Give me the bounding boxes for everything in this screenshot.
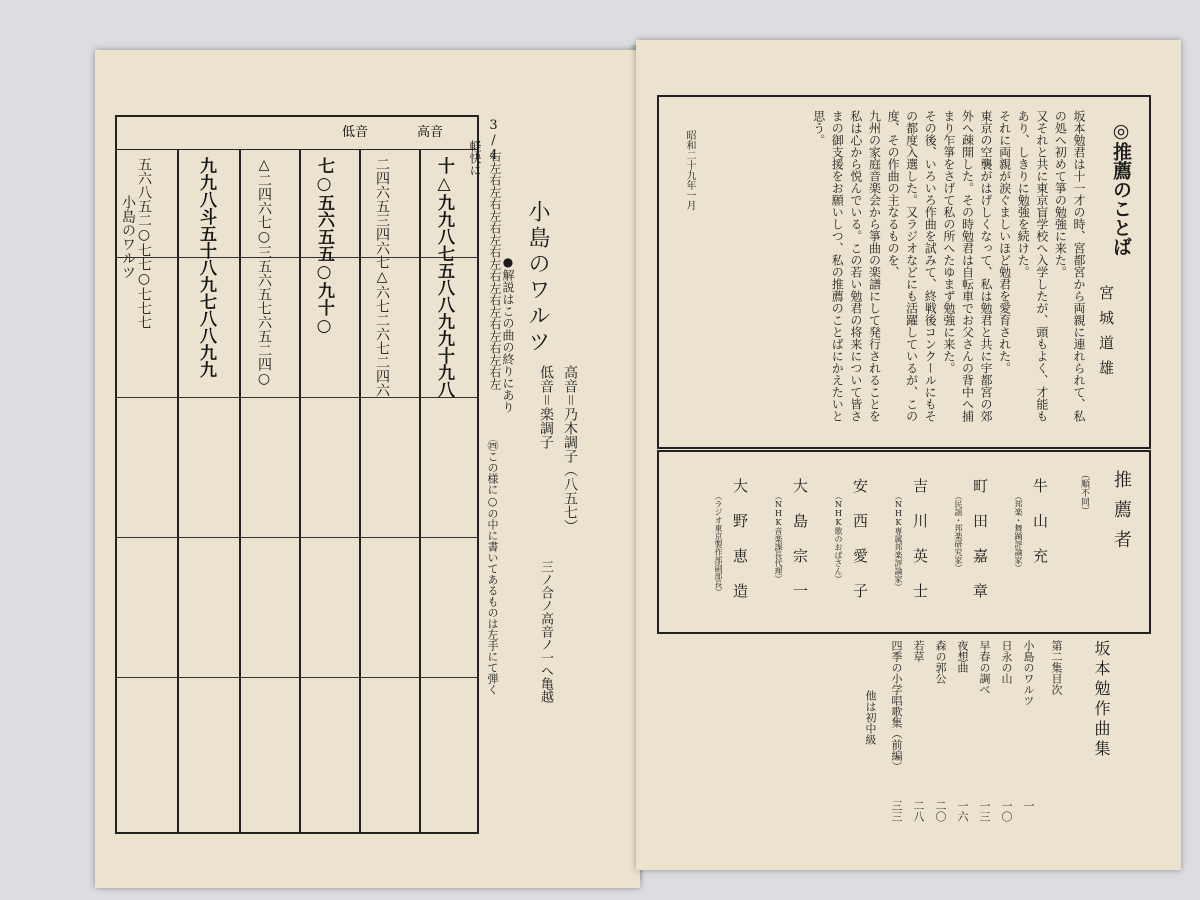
tuning-note: 三ノ合ノ高音ノ一へ亀越 <box>538 560 553 703</box>
measure-line <box>117 537 477 538</box>
recommender-name: 町田嘉章 <box>971 478 989 618</box>
recommender-role: （NHK音楽課長代理） <box>774 492 783 583</box>
tempo-note: 軽快に <box>468 140 482 176</box>
left-side-title: 小島のワルツ <box>120 195 136 279</box>
recommender-role: （邦楽・舞踊評論家） <box>1014 492 1023 572</box>
recommenders-order: （順不同） <box>1079 470 1089 515</box>
contents-item-title: 夜想曲 <box>956 640 969 673</box>
score-column-2: 二四六五三四六七△六七二六七二四六 <box>374 157 390 397</box>
contents-item-title: 四季の小学唱歌集（前編） <box>890 640 903 772</box>
contents-item-title: 他は初中級 <box>864 690 877 745</box>
time-signature: 3/4 <box>486 118 501 163</box>
tuning-low: 低音＝楽調子 <box>538 365 554 449</box>
contents-item-title: 若草 <box>912 640 925 662</box>
paragraph: 又それと共に東京盲学校へ入学したが、頭もよく、才能もあり、しきりに勉強を続けた。 <box>1016 110 1049 422</box>
score-divider <box>299 149 301 832</box>
hand-indication-column: 右左右左右左右左右左右左右左右左右左右左 <box>488 150 502 390</box>
paragraph: 九州の家庭音楽会から箏曲の楽譜にして発行されることを私は心から悦んでいる。この若い勉君の将来について皆さまの御支援をお願いしつ、私の推薦のことばにかえたいと思う。 <box>811 110 882 422</box>
score-column-4: △二四六七○三五六五七六五二四○ <box>256 157 272 387</box>
collection-title: 坂本勉作曲集 <box>1092 640 1111 760</box>
score-column-6: 五六八五二○七七○七七七 <box>136 157 152 329</box>
score-column-3: 七○五六五五○九十○ <box>314 157 334 336</box>
score-column-5: 九九八斗五十八九七八八九九 <box>196 157 216 378</box>
contents-item-page: 一 <box>1022 800 1035 811</box>
score-divider <box>419 149 421 832</box>
contents-item-title: 森の郭公 <box>934 640 947 684</box>
recommender-name: 牛山充 <box>1031 478 1049 583</box>
score-divider <box>359 149 361 832</box>
piece-title: 小島のワルツ <box>525 200 550 356</box>
measure-line <box>117 677 477 678</box>
left-hand-note: ㊃この様に○の中に書いてあるものは左手にて弾く <box>486 440 499 695</box>
recommender-role: （NHK歌のおばさん） <box>834 492 843 583</box>
header-high: 高音 <box>417 125 444 140</box>
score-divider <box>239 149 241 832</box>
score-column-1: 十△九九八七五八八九九十九八 <box>434 157 454 398</box>
contents-item-page: 三三 <box>890 800 903 822</box>
contents-item-title: 小島のワルツ <box>1022 640 1035 706</box>
recommendation-title: ◎推薦のことば <box>1110 120 1132 256</box>
recommender-name: 大島宗一 <box>791 478 809 618</box>
recommender-role: （民謡・邦楽研究家） <box>954 492 963 572</box>
measure-line <box>117 257 477 258</box>
recommendation-date: 昭和二十九年一月 <box>684 130 695 210</box>
contents-item-title: 早春の調べ <box>978 640 991 695</box>
recommenders-title: 推薦者 <box>1111 470 1132 560</box>
paragraph: それに両親が涙ぐましいほど勉君を愛育された。 <box>997 110 1012 374</box>
koto-score <box>115 115 479 834</box>
recommendation-author: 宮城道雄 <box>1097 285 1115 385</box>
recommendation-text <box>708 110 1088 430</box>
recommender-name: 大野恵造 <box>731 478 749 618</box>
explanation-note: ●解説はこの曲の終りにあり <box>501 255 515 413</box>
contents-subtitle: 第二集目次 <box>1050 640 1063 695</box>
paragraph: その後、いろいろ作曲を試みて、終戦後コンクールにもその都度入選した。又ラジオなどにも活躍しているが、この度、その作曲の主なるものを、 <box>886 110 938 422</box>
contents-item-page: 一〇 <box>1000 800 1013 822</box>
tuning-high: 高音＝乃木調子（八五七） <box>562 365 578 533</box>
measure-line <box>117 397 477 398</box>
score-divider <box>177 149 179 832</box>
contents-item-page: 二八 <box>912 800 925 822</box>
paragraph: 坂本勉君は十一才の時、宮都宮から両親に連れられて、私の処へ初めて箏の勉強に来た。 <box>1053 110 1086 422</box>
recommender-name: 吉川英士 <box>911 478 929 618</box>
recommender-name: 安西愛子 <box>851 478 869 618</box>
recommender-role: （NHK専属邦楽評論家） <box>894 492 903 591</box>
contents-item-page: 一三 <box>978 800 991 822</box>
contents-item-page: 一六 <box>956 800 969 822</box>
header-low: 低音 <box>342 125 369 140</box>
contents-item-title: 日永の山 <box>1000 640 1013 684</box>
contents-item-page: 二〇 <box>934 800 947 822</box>
paragraph: 東京の空襲がはげしくなって、私は勉君と共に宇都宮の郊外へ疎開した。その時勉君は自転車でお父さんの背中へ捕まり乍箏をさげて私の所へたゆまず勉強に来た。 <box>941 110 994 422</box>
recommender-role: （ラジオ東京製作部副部長） <box>714 492 723 596</box>
